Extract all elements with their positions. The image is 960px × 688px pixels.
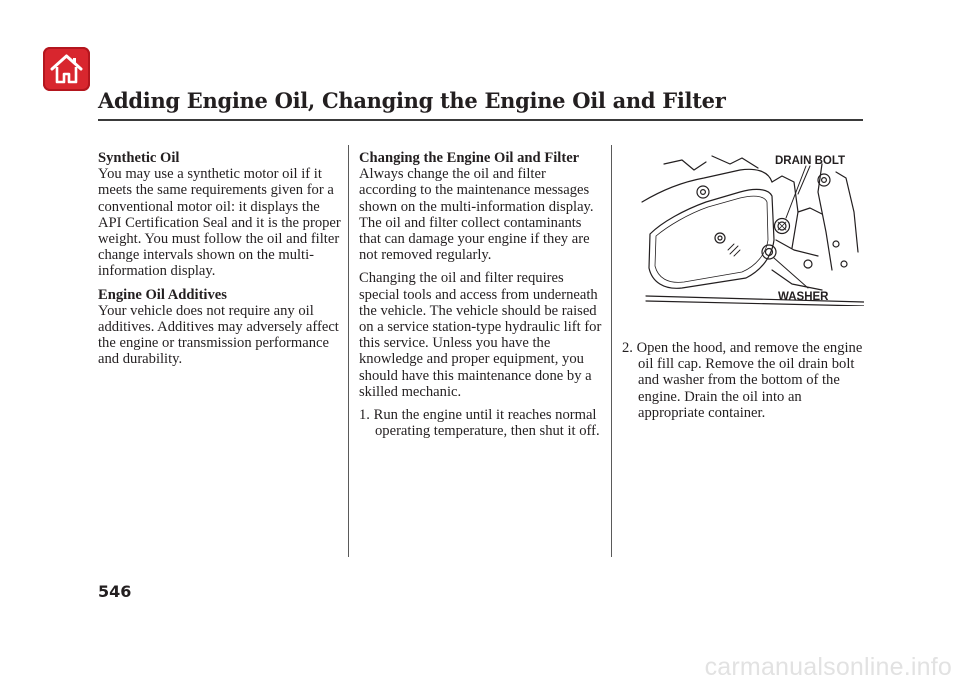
drain-bolt-label: DRAIN BOLT: [775, 155, 846, 167]
special-tools-text: Changing the oil and filter requires special tools and access from underneath the vehicle. The vehicle should be raised on a service station-type hydraulic lift for this service. Unless you have the knowledge and proper equipment, you should have this maintenance done by a skilled mechanic.: [359, 270, 602, 400]
column-middle: [359, 150, 603, 446]
changing-oil-heading: Changing the Engine Oil and Filter: [359, 150, 580, 166]
home-icon: [49, 52, 84, 86]
column-divider: [611, 145, 612, 557]
column-left: [98, 150, 342, 375]
column-divider: [348, 145, 349, 557]
oil-additives-heading: Engine Oil Additives: [98, 286, 227, 303]
step-1: 1. Run the engine until it reaches normal operating temperature, then shut it off.: [359, 407, 600, 440]
oil-additives-text: Your vehicle does not require any oil additives. Additives may adversely affect the engine or transmission performance and durability.: [98, 302, 339, 368]
column-right: [622, 340, 866, 428]
synthetic-oil-text: You may use a synthetic motor oil if it meets the same requirements given for a conventional motor oil: it displays the API Certification Seal and it is the proper weight. You must follow the oil and filter change intervals shown on the multi-information display.: [98, 166, 341, 280]
page-number: 546: [98, 582, 132, 601]
home-button[interactable]: [43, 47, 90, 91]
changing-oil-text: Always change the oil and filter according to the maintenance messages shown on the multi-information display. The oil and filter collect contaminants that can damage your engine if they are not removed regularly.: [359, 166, 594, 264]
page-title: Adding Engine Oil, Changing the Engine Oil and Filter: [98, 88, 726, 113]
step-2: 2. Open the hood, and remove the engine oil fill cap. Remove the oil drain bolt and washer from the bottom of the engine. Drain the oil into an appropriate container.: [622, 340, 863, 421]
washer-label: WASHER: [778, 291, 829, 303]
engine-underside-drawing: [622, 152, 864, 306]
synthetic-oil-heading: Synthetic Oil: [98, 150, 180, 166]
drain-bolt-illustration: [622, 152, 864, 306]
title-divider: [98, 119, 863, 121]
watermark: carmanualsonline.info: [704, 653, 952, 681]
